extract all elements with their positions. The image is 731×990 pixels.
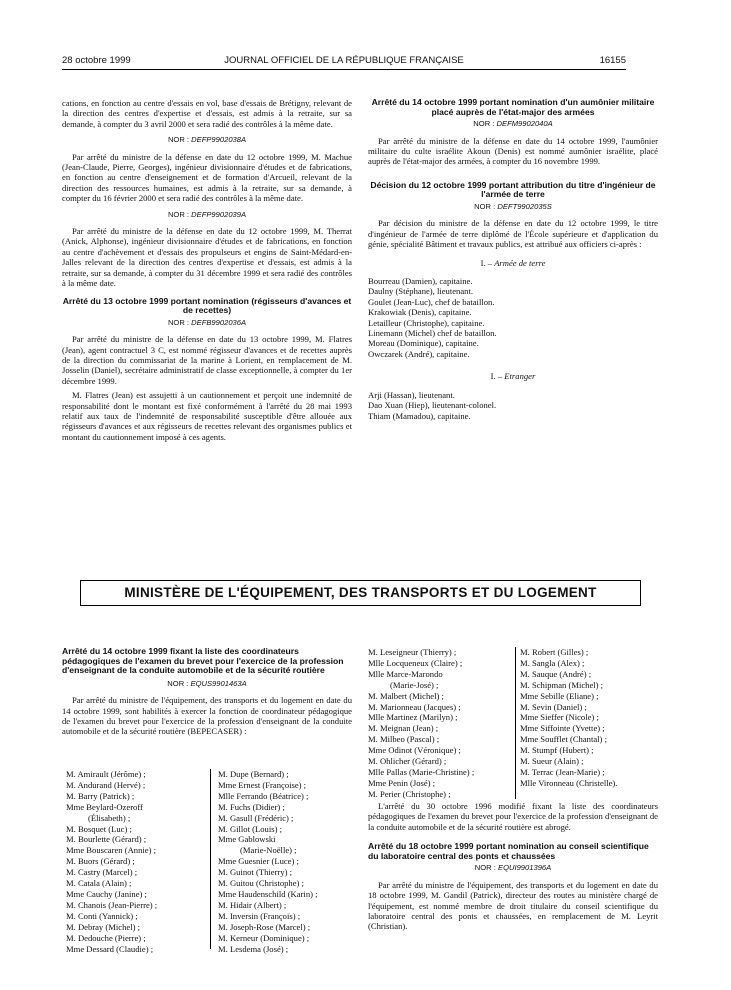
list-item: Mme Sieffer (Nicole) ; <box>520 712 599 723</box>
list-item: M. Barry (Patrick) ; <box>66 790 135 801</box>
list-item: M. Sevin (Daniel) ; <box>520 701 587 712</box>
coordinator-list-col3 <box>368 647 513 800</box>
column-divider <box>515 647 516 799</box>
list-item: M. Chanois (Jean-Pierre) ; <box>66 899 158 910</box>
header-page-number: 16155 <box>599 55 626 66</box>
list-item: (Marie-José) ; <box>390 679 439 690</box>
paragraph: Par arrêté du ministre de la défense en date du 13 octobre 1999, M. Flatres (Jean), agent contractuel 3 C, est nommé régisseur d'avances et de recettes auprès de la direction du commissariat de la marine à Lorient, en remplacement de M. Josselin (Daniel), secrétaire administratif de classe exceptionnelle, à compter du 1er décembre 1999. <box>62 334 352 386</box>
nor-reference: NOR : DEFP9902039A <box>167 209 247 219</box>
list-item: M. Dedouche (Pierre) ; <box>66 932 146 943</box>
officer-list <box>368 276 658 359</box>
list-item: Mme Odinot (Véronique) ; <box>368 745 461 756</box>
list-item: M. Bosquet (Luc) ; <box>66 823 132 834</box>
list-item: Mme Soufflet (Chantal) ; <box>520 734 607 745</box>
list-item: M. Andurand (Hervé) ; <box>66 779 146 790</box>
list-item: Mme Gablowski <box>218 834 276 845</box>
list-item: M. Milbeo (Pascal) ; <box>368 734 440 745</box>
list-item: M. Amirault (Jérôme) ; <box>66 769 146 779</box>
list-item: M. Hidair (Albert) ; <box>218 899 287 910</box>
list-item: M. Joseph-Rose (Marcel) ; <box>218 921 311 932</box>
section-title: Décision du 12 octobre 1999 portant attribution du titre d'ingénieur de l'armée de terre <box>370 179 656 200</box>
nor-reference: NOR : EQUS9901463A <box>167 678 247 688</box>
nor-reference: NOR : DEFM9902040A <box>473 119 553 129</box>
list-item: Moreau (Dominique), capitaine. <box>368 338 479 349</box>
coordinator-list-col4 <box>520 647 660 789</box>
list-item: Mlle Ferrando (Béatrice) ; <box>218 790 309 801</box>
list-item: M. Stumpf (Hubert) ; <box>520 745 594 756</box>
list-item: Thiam (Mamadou), capitaine. <box>368 410 471 421</box>
list-item: Bourreau (Damien), capitaine. <box>368 276 473 287</box>
list-item: M. Sauque (André) ; <box>520 668 592 679</box>
list-item: Linemann (Michel) chef de bataillon. <box>368 328 497 339</box>
right-top-column <box>368 98 658 421</box>
list-item: Mme Ernest (Françoise) ; <box>218 779 307 790</box>
paragraph: Par arrêté du ministre de la défense en date du 14 octobre 1999, l'aumônier militaire du culte israélite Akoun (Denis) est nommé aumônier israélite, placé auprès de l'état-major des armées, à compter du 16 novembre 1999. <box>368 135 658 167</box>
list-item: M. Marionneau (Jacques) ; <box>368 701 461 712</box>
section-title: Arrêté du 18 octobre 1999 portant nomination au conseil scientifique du laboratoire central des ponts et chaussées <box>368 841 649 861</box>
subsection-heading: I. – Etranger <box>490 371 536 382</box>
list-item: M. Dupe (Bernard) ; <box>218 769 289 779</box>
paragraph: Par arrêté du ministre de l'équipement, des transports et du logement en date du 18 octobre 1999, M. Gandil (Patrick), directeur des routes au ministère chargé de l'équipement, est nommé membre de droit titulaire du conseil scientifique du laboratoire central des ponts et chaussées, en remplacement de M. Leyrit (Christian). <box>368 879 658 932</box>
list-item: Owczarek (André), capitaine. <box>368 348 470 359</box>
section-title: Arrêté du 14 octobre 1999 fixant la liste des coordinateurs pédagogiques de l'examen du brevet pour l'exercice de la profession d'enseignant de la conduite automobile et de la sécurité routière <box>62 646 344 676</box>
column-divider <box>210 769 211 949</box>
ministry-banner: MINISTÈRE DE L'ÉQUIPEMENT, DES TRANSPORTS ET DU LOGEMENT <box>80 580 641 606</box>
paragraph: Par décision du ministre de la défense en date du 12 octobre 1999, le titre d'ingénieur de l'armée de terre diplômé de l'École supérieure et d'application du génie, spécialité Bâtiment et travaux publics, est attribué aux officiers ci-après : <box>368 218 658 250</box>
coordinator-list-col1 <box>66 769 206 954</box>
list-item: Goulet (Jean-Luc), chef de bataillon. <box>368 296 495 307</box>
list-item: Mme Haudenschild (Karin) ; <box>218 888 318 899</box>
list-item: Dao Xuan (Hiep), lieutenant-colonel. <box>368 400 497 411</box>
list-item: M. Meignan (Jean) ; <box>368 723 439 734</box>
list-item: Mlle Marce-Marondo <box>368 668 443 679</box>
paragraph: cations, en fonction au centre d'essais en vol, base d'essais de Brétigny, relevant de la direction des centres d'expertise et d'essais, est admis à la retraite, sur sa demande, à compter du 3 avril 2000 et sera radié des contrôles à la même date. <box>62 98 352 129</box>
list-item: Mme Siffointe (Yvette) ; <box>520 723 605 734</box>
nor-reference: NOR : DEFT9902035S <box>474 202 552 211</box>
bottom-right-column <box>368 801 658 936</box>
subsection-heading: I. – Armée de terre <box>480 257 546 268</box>
paragraph: Par arrêté du ministre de la défense en date du 12 octobre 1999, M. Therrat (Anick, Alphonse), ingénieur divisionnaire d'études et de fabrications, en fonction au centre d'achèvement et d'essais des propulseurs et engins de Saint-Médard-en-Jalles relevant de la direction des centres d'expertise et d'essais, est admis à la retraite, sur sa demande, à compter du 31 décembre 1999 et sera radié des contrôles à la même date. <box>62 226 352 289</box>
left-top-column <box>62 98 352 446</box>
list-item: M. Malbert (Michel) ; <box>368 690 444 701</box>
header-journal-title: JOURNAL OFFICIEL DE LA RÉPUBLIQUE FRANÇAISE <box>224 55 464 66</box>
list-item: M. Guinot (Thierry) ; <box>218 867 292 878</box>
list-item: M. Gasull (Frédéric) ; <box>218 812 294 823</box>
list-item: Mme Guesnier (Luce) ; <box>218 856 299 867</box>
page-header <box>62 55 626 70</box>
list-item: M. Schipman (Michel) ; <box>520 679 604 690</box>
list-item: (Marie-Noëlle) ; <box>240 845 297 856</box>
list-item: M. Perier (Christophe) ; <box>368 788 451 799</box>
list-item: Mlle Pallas (Marie-Christine) ; <box>368 766 475 777</box>
officer-list <box>368 390 658 421</box>
list-item: (Élisabeth) ; <box>88 812 131 823</box>
list-item: M. Ohlicher (Gérard) ; <box>368 756 447 767</box>
paragraph: Par arrêté du ministre de l'équipement, des transports et du logement en date du 14 octobre 1999, sont habilités à exercer la fonction de coordinateur pédagogique de l'examen du brevet pour l'exercice de la profession d'enseignant de la conduite automobile et de la sécurité routière (BEPECASER) : <box>62 695 352 737</box>
list-item: Krakowiak (Denis), capitaine. <box>368 307 472 318</box>
list-item: M. Debray (Michel) ; <box>66 921 140 932</box>
list-item: M. Kerneur (Dominique) ; <box>218 932 310 943</box>
list-item: Mme Penin (José) ; <box>368 777 436 788</box>
list-item: M. Sueur (Alain) ; <box>520 756 584 767</box>
list-item: M. Castry (Marcel) ; <box>66 867 138 878</box>
nor-reference: NOR : DEFP9902038A <box>167 135 247 145</box>
list-item: Mme Sebille (Eliane) ; <box>520 690 599 701</box>
list-item: M. Lesdema (José) ; <box>218 943 289 954</box>
nor-reference: NOR : DEFB9902036A <box>167 317 247 327</box>
list-item: M. Inversin (François) ; <box>218 910 301 921</box>
header-date: 28 octobre 1999 <box>62 55 131 66</box>
bottom-left-column <box>62 647 352 741</box>
list-item: M. Terrac (Jean-Marie) ; <box>520 766 605 777</box>
list-item: M. Guitou (Christophe) ; <box>218 878 304 889</box>
list-item: M. Gillot (Louis) ; <box>218 823 282 834</box>
list-item: M. Bourlette (Gérard) ; <box>66 834 147 845</box>
list-item: Mme Cauchy (Janine) ; <box>66 888 147 899</box>
list-item: M. Robert (Gilles) ; <box>520 647 589 657</box>
section-title: Arrêté du 14 octobre 1999 portant nomination d'un aumônier militaire placé auprès de l'état-major des armées <box>371 97 655 117</box>
paragraph: L'arrêté du 30 octobre 1996 modifié fixant la liste des coordinateurs pédagogiques de l'examen du brevet pour l'exercice de la profession d'enseignant de la conduite automobile et de la sécurité routière est abrogé. <box>368 801 658 832</box>
list-item: Mlle Locqueneux (Claire) ; <box>368 657 463 668</box>
list-item: Arji (Hassan), lieutenant. <box>368 389 455 400</box>
nor-reference: NOR : EQUI9901396A <box>474 863 552 873</box>
list-item: M. Sangla (Alex) ; <box>520 657 585 668</box>
section-title: Arrêté du 13 octobre 1999 portant nomination (régisseurs d'avances et de recettes) <box>62 295 352 316</box>
list-item: M. Fuchs (Didier) ; <box>218 801 285 812</box>
paragraph: Par arrêté du ministre de la défense en date du 12 octobre 1999, M. Machue (Jean-Claude, Pierre, Georges), ingénieur divisionnaire d'études et de fabrications, en fonction au centre d'enseignement et de formation d'Arcueil, relevant de la direction des ressources humaines, est admis à la retraite, sur sa demande, à compter du 16 février 2000 et sera radié des contrôles à la même date. <box>62 151 352 204</box>
list-item: Mlle Vironneau (Christelle). <box>520 777 618 788</box>
list-item: Mlle Martinez (Marilyn) ; <box>368 712 458 723</box>
paragraph: M. Flatres (Jean) est assujetti à un cautionnement et perçoit une indemnité de responsabilité dont le montant est fixé conformément à l'arrêté du 28 mai 1993 relatif aux taux de l'indemnité de responsabilité susceptible d'être allouée aux régisseurs d'avances et aux régisseurs de recettes relevant des organismes publics et montant du cautionnement imposé à ces agents. <box>62 390 352 442</box>
list-item: Mme Dessard (Claudie) ; <box>66 943 154 954</box>
list-item: M. Buors (Gérard) ; <box>66 856 135 867</box>
coordinator-list-col2 <box>218 769 358 954</box>
list-item: Mme Beylard-Ozeroff <box>66 801 143 812</box>
list-item: M. Conti (Yannick) ; <box>66 910 138 921</box>
list-item: Mme Bouscaren (Annie) ; <box>66 845 156 856</box>
list-item: Letailleur (Christophe), capitaine. <box>368 317 485 328</box>
list-item: Daulny (Stéphane), lieutenant. <box>368 286 474 297</box>
list-item: M. Catala (Alain) ; <box>66 878 132 889</box>
list-item: M. Leseigneur (Thierry) ; <box>368 647 457 657</box>
